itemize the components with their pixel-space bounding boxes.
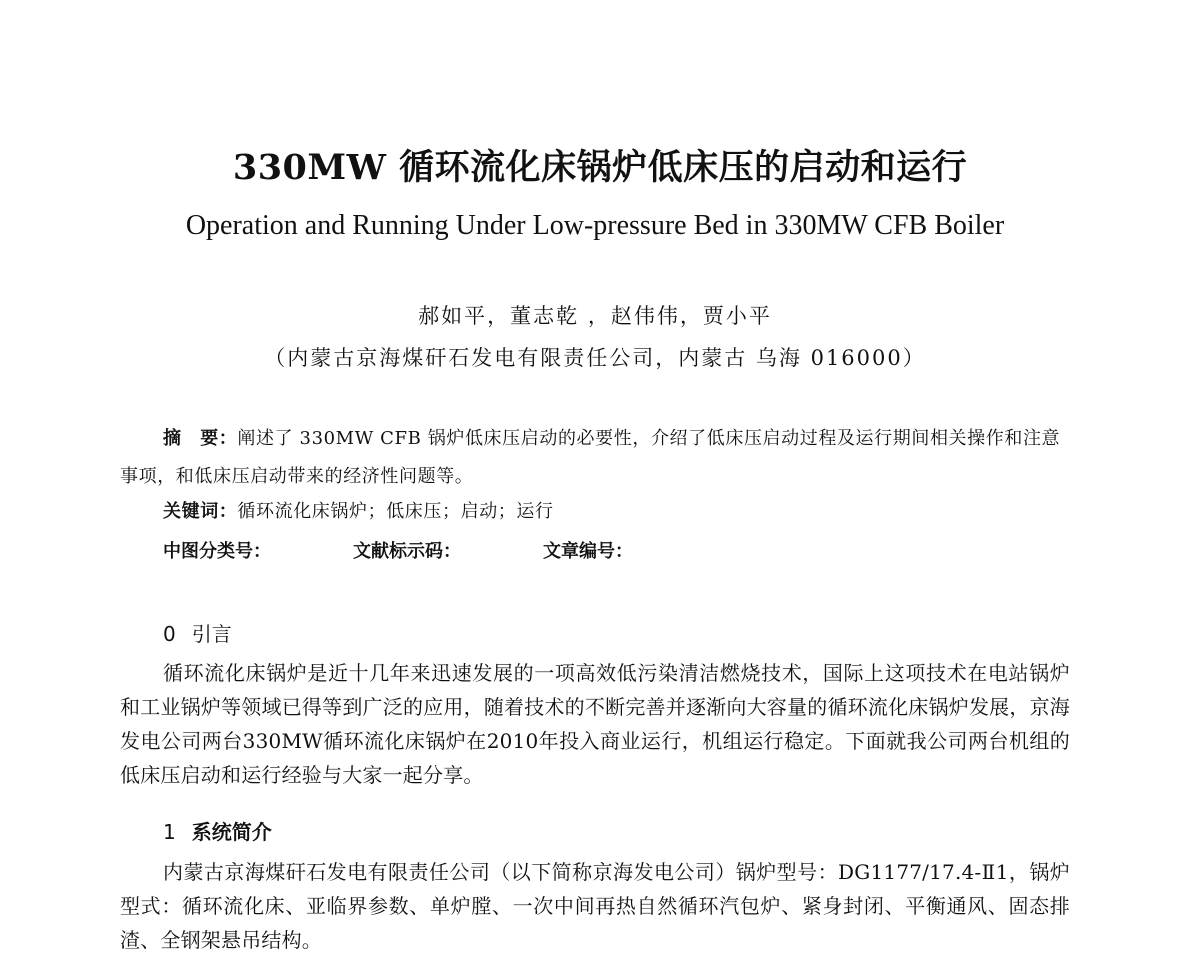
keywords-label: 关键词： [163, 501, 238, 522]
author-affiliation: （内蒙古京海煤矸石发电有限责任公司，内蒙古 乌海 016000） [264, 346, 926, 370]
section-number: 0 [163, 622, 176, 646]
keywords [163, 497, 554, 523]
section-number: 1 [163, 820, 176, 844]
abstract-label: 摘 要： [163, 428, 238, 449]
document-code-label: 文献标示码： [353, 541, 461, 562]
paper-title-chinese: 330MW 循环流化床锅炉低床压的启动和运行 [232, 147, 968, 188]
keywords-text: 循环流化床锅炉；低床压；启动；运行 [237, 501, 554, 522]
author-list: 郝如平，董志乾 ，赵伟伟，贾小平 [418, 304, 772, 328]
system-overview-paragraph: 内蒙古京海煤矸石发电有限责任公司（以下简称京海发电公司）锅炉型号：DG1177/17.4-Ⅱ1，锅炉型式：循环流化床、亚临界参数、单炉膛、一次中间再热自然循环汽包炉、紧身封闭、平衡通风、固态排渣、全钢架悬吊结构。 [120, 860, 1070, 952]
article-number-label: 文章编号： [543, 541, 633, 562]
section-title: 系统简介 [191, 820, 272, 844]
classification-line [163, 537, 633, 563]
section-heading-introduction [163, 618, 232, 647]
section-heading-system-overview [163, 816, 272, 845]
paper-title-english: Operation and Running Under Low-pressure Bed in 330MW CFB Boiler [185, 210, 1005, 241]
introduction-paragraph: 循环流化床锅炉是近十几年来迅速发展的一项高效低污染清洁燃烧技术，国际上这项技术在电站锅炉和工业锅炉等领域已得等到广泛的应用，随着技术的不断完善并逐渐向大容量的循环流化床锅炉发展，京海发电公司两台330MW循环流化床锅炉在2010年投入商业运行，机组运行稳定。下面就我公司两台机组的低床压启动和运行经验与大家一起分享。 [120, 661, 1070, 787]
abstract [120, 420, 1070, 496]
abstract-text: 阐述了 330MW CFB 锅炉低床压启动的必要性，介绍了低床压启动过程及运行期间相关操作和注意事项，和低床压启动带来的经济性问题等。 [120, 428, 1061, 487]
section-title: 引言 [191, 622, 232, 646]
class-number-label: 中图分类号： [163, 541, 271, 562]
